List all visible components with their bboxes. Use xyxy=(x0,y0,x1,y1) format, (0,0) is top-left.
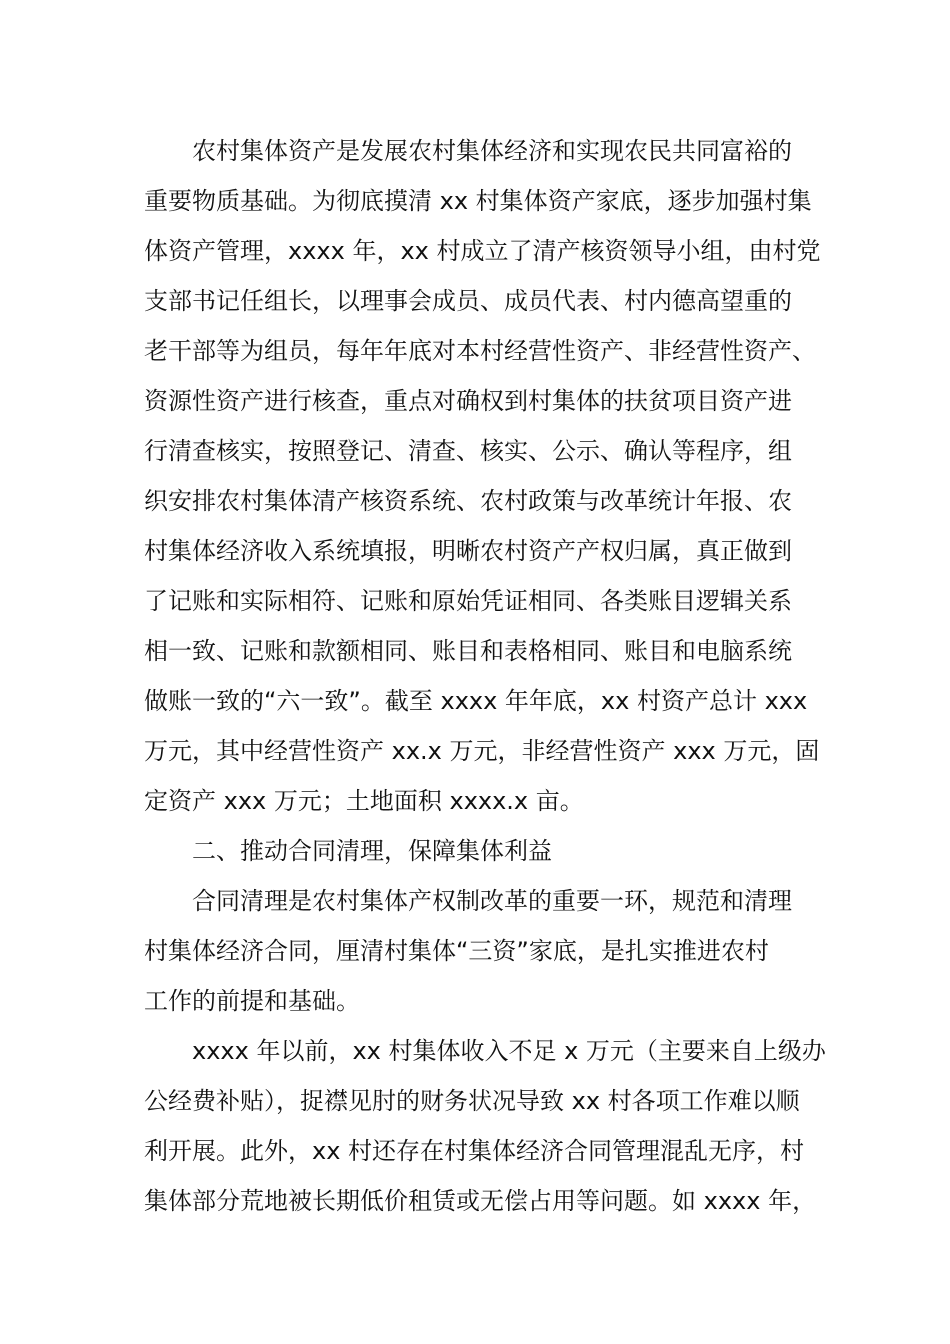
text-line: xxxx 年以前，xx 村集体收入不足 x 万元（主要来自上级办 xyxy=(192,1037,826,1065)
text-line: 定资产 xxx 万元；土地面积 xxxx.x 亩。 xyxy=(144,787,584,815)
text-line: 工作的前提和基础。 xyxy=(144,987,360,1015)
text-line: 万元，其中经营性资产 xx.x 万元，非经营性资产 xxx 万元，固 xyxy=(144,737,820,765)
text-line: 支部书记任组长，以理事会成员、成员代表、村内德高望重的 xyxy=(144,287,792,315)
text-line: 相一致、记账和款额相同、账目和表格相同、账目和电脑系统 xyxy=(144,637,792,665)
text-line: 村集体经济收入系统填报，明晰农村资产产权归属，真正做到 xyxy=(144,537,792,565)
paragraph-asset-verification xyxy=(144,126,821,826)
text-line: 了记账和实际相符、记账和原始凭证相同、各类账目逻辑关系 xyxy=(144,587,792,615)
text-line: 重要物质基础。为彻底摸清 xx 村集体资产家底，逐步加强村集 xyxy=(144,187,812,215)
text-line: 利开展。此外，xx 村还存在村集体经济合同管理混乱无序，村 xyxy=(144,1137,805,1165)
paragraph-contract-cleanup xyxy=(144,876,810,1026)
text-line: 行清查核实，按照登记、清查、核实、公示、确认等程序，组 xyxy=(144,437,792,465)
text-line: 公经费补贴），捉襟见肘的财务状况导致 xx 村各项工作难以顺 xyxy=(144,1087,800,1115)
text-line: 织安排农村集体清产核资系统、农村政策与改革统计年报、农 xyxy=(144,487,792,515)
paragraph-prior-situation xyxy=(144,1026,826,1226)
text-line: 合同清理是农村集体产权制改革的重要一环，规范和清理 xyxy=(192,887,792,915)
text-line: 资源性资产进行核查，重点对确权到村集体的扶贫项目资产进 xyxy=(144,387,792,415)
text-line: 老干部等为组员，每年年底对本村经营性资产、非经营性资产、 xyxy=(144,337,816,365)
text-line: 农村集体资产是发展农村集体经济和实现农民共同富裕的 xyxy=(192,137,792,165)
document-body xyxy=(144,126,826,1226)
text-line: 做账一致的“六一致”。截至 xxxx 年年底，xx 村资产总计 xxx xyxy=(144,687,808,715)
text-line: 集体部分荒地被长期低价租赁或无偿占用等问题。如 xxxx 年， xyxy=(144,1187,817,1215)
section-heading: 二、推动合同清理，保障集体利益 xyxy=(192,837,552,865)
text-line: 体资产管理，xxxx 年，xx 村成立了清产核资领导小组，由村党 xyxy=(144,237,821,265)
text-line: 村集体经济合同，厘清村集体“三资”家底，是扎实推进农村 xyxy=(144,937,769,965)
